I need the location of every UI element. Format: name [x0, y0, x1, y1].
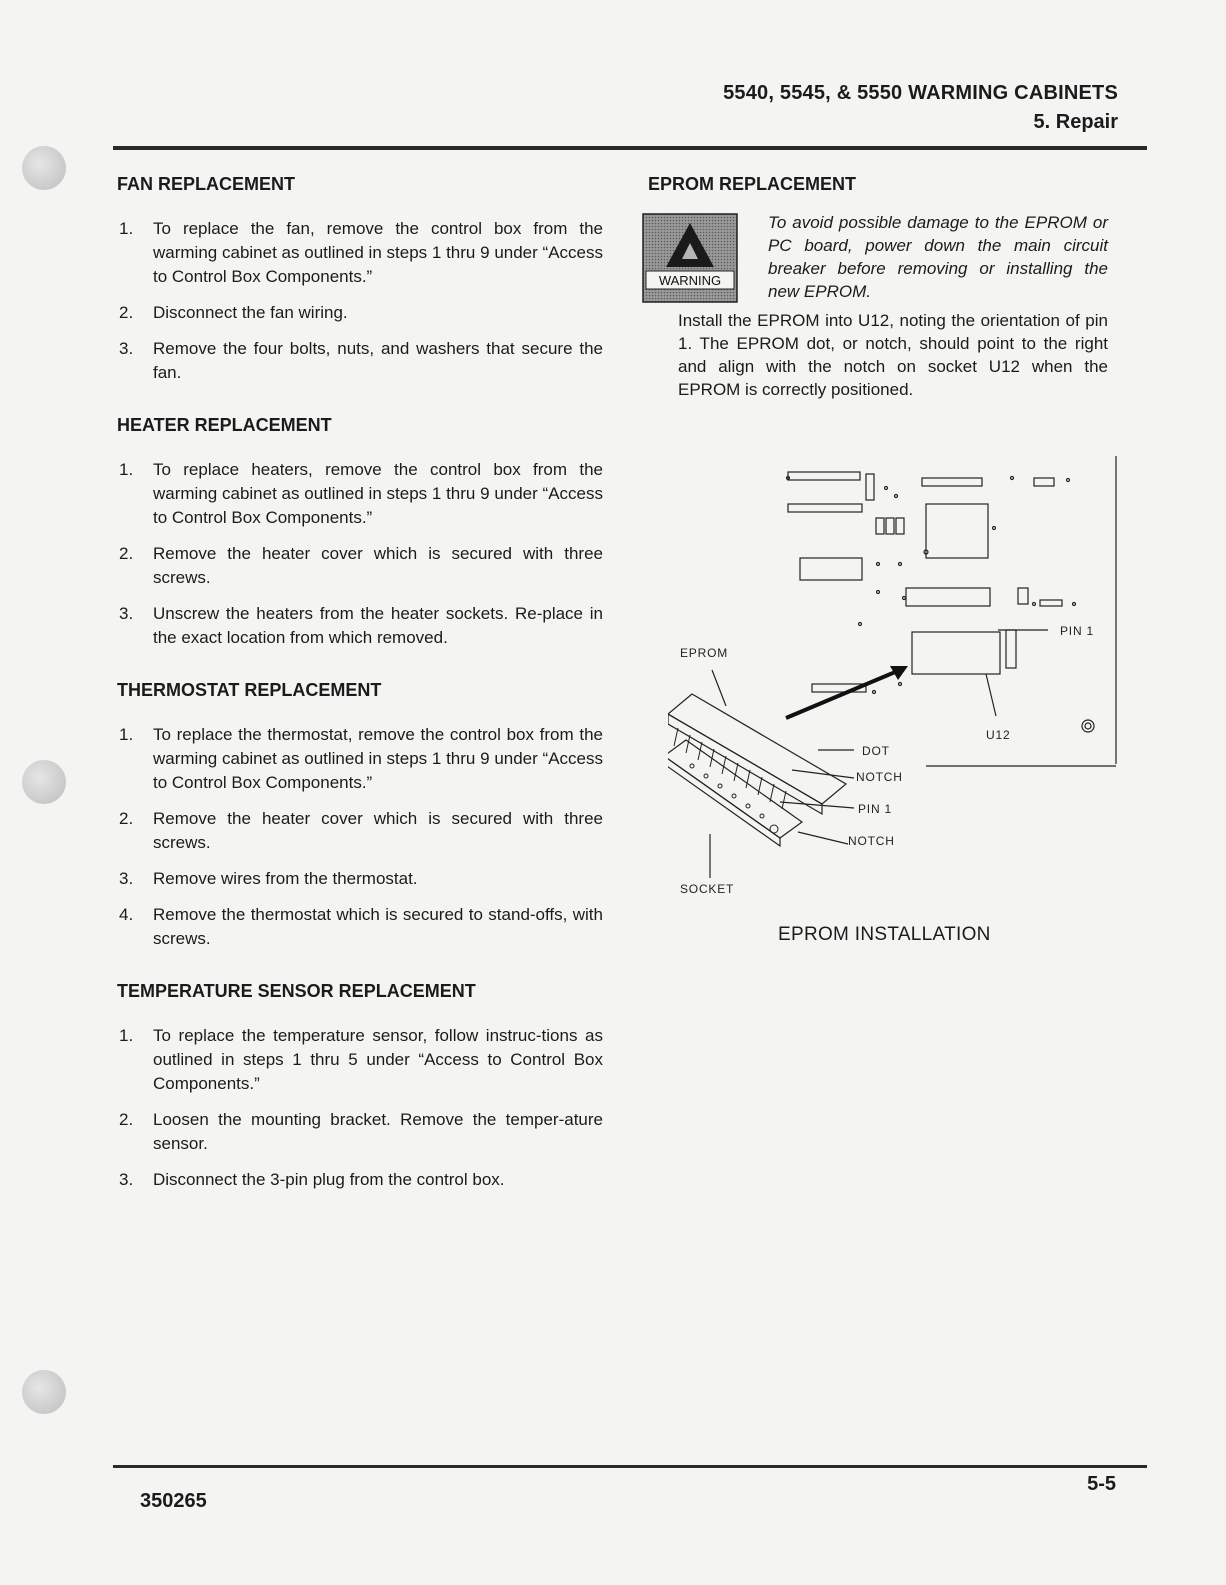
step-number: 1.	[119, 219, 134, 238]
step-text: Remove wires from the thermostat.	[153, 869, 418, 888]
step-text: Loosen the mounting bracket. Remove the temper-ature sensor.	[153, 1110, 603, 1153]
notch-bottom-label: NOTCH	[848, 834, 895, 848]
list-item	[117, 1024, 603, 1096]
step-number: 2.	[119, 809, 134, 828]
heater-replacement-section	[117, 415, 603, 650]
thermostat-replacement-section	[117, 680, 603, 951]
pin1-board-label: PIN 1	[1060, 624, 1095, 638]
step-number: 3.	[119, 604, 134, 623]
step-text: To replace the fan, remove the control box from the warming cabinet as outlined in steps 1 thru 9 under “Access to Control Box Components.”	[153, 219, 603, 286]
install-instructions: Install the EPROM into U12, noting the orientation of pin 1. The EPROM dot, or notch, should point to the right and align with the notch on socket U12 when the EPROM is correctly positioned.	[678, 311, 1108, 399]
eprom-section-title: EPROM REPLACEMENT	[648, 174, 857, 194]
page-header	[723, 82, 1118, 134]
temperature-sensor-replacement-section	[117, 981, 603, 1192]
dot-label: DOT	[862, 744, 890, 758]
step-text: To replace the thermostat, remove the control box from the warming cabinet as outlined in steps 1 thru 9 under “Access to Control Box Components.”	[153, 725, 603, 792]
list-item	[117, 602, 603, 650]
warning-label: WARNING	[658, 273, 722, 288]
step-text: Unscrew the heaters from the heater sockets. Re-place in the exact location from which removed.	[153, 604, 603, 647]
step-list	[117, 1024, 603, 1192]
list-item	[117, 217, 603, 289]
step-text: Remove the four bolts, nuts, and washers that secure the fan.	[153, 339, 603, 382]
step-list	[117, 723, 603, 951]
fan-replacement-section	[117, 174, 603, 385]
list-item	[117, 903, 603, 951]
list-item	[117, 1168, 603, 1192]
pin1-chip-label: PIN 1	[858, 802, 893, 816]
list-item	[117, 458, 603, 530]
eprom-label: EPROM	[680, 646, 729, 660]
u12-label: U12	[986, 728, 1011, 742]
footer-rule	[113, 1465, 1147, 1468]
step-number: 2.	[119, 303, 134, 322]
list-item	[117, 807, 603, 855]
step-text: To replace the temperature sensor, follow instruc-tions as outlined in steps 1 thru 5 under “Access to Control Box Components.”	[153, 1026, 603, 1093]
binder-hole-bottom	[22, 1370, 66, 1414]
list-item	[117, 867, 603, 891]
step-text: Disconnect the fan wiring.	[153, 303, 348, 322]
binder-hole-middle	[22, 760, 66, 804]
step-number: 3.	[119, 869, 134, 888]
step-number: 3.	[119, 1170, 134, 1189]
section-title: HEATER REPLACEMENT	[117, 415, 332, 435]
socket-label: SOCKET	[680, 882, 735, 896]
section-title: THERMOSTAT REPLACEMENT	[117, 680, 382, 700]
step-list	[117, 217, 603, 385]
header-rule	[113, 146, 1147, 150]
step-number: 1.	[119, 725, 134, 744]
eprom-installation-diagram	[668, 448, 1128, 908]
section-title: FAN REPLACEMENT	[117, 174, 296, 194]
step-number: 1.	[119, 460, 134, 479]
document-number: 350265	[140, 1490, 207, 1512]
right-column	[648, 174, 1108, 401]
eprom-installation-figure	[668, 448, 1128, 948]
step-number: 3.	[119, 339, 134, 358]
step-text: Remove the thermostat which is secured to stand-offs, with screws.	[153, 905, 603, 948]
page-number: 5-5	[1087, 1473, 1116, 1495]
warning-text: To avoid possible damage to the EPROM or PC board, power down the main circuit breaker before removing or installing the new EPROM.	[768, 213, 1108, 301]
left-column	[117, 174, 603, 1222]
section-title: TEMPERATURE SENSOR REPLACEMENT	[117, 981, 476, 1001]
step-number: 4.	[119, 905, 134, 924]
warning-icon	[642, 213, 738, 303]
step-text: Remove the heater cover which is secured with three screws.	[153, 809, 603, 852]
step-text: To replace heaters, remove the control box from the warming cabinet as outlined in steps 1 thru 9 under “Access to Control Box Components.”	[153, 460, 603, 527]
step-list	[117, 458, 603, 650]
warning-block	[642, 211, 1108, 303]
header-section: 5. Repair	[1033, 111, 1118, 133]
figure-caption: EPROM INSTALLATION	[778, 924, 991, 945]
binder-hole-top	[22, 146, 66, 190]
list-item	[117, 723, 603, 795]
step-text: Disconnect the 3-pin plug from the control box.	[153, 1170, 505, 1189]
step-number: 2.	[119, 544, 134, 563]
header-title: 5540, 5545, & 5550 WARMING CABINETS	[723, 82, 1118, 104]
list-item	[117, 1108, 603, 1156]
list-item	[117, 301, 603, 325]
step-number: 1.	[119, 1026, 134, 1045]
step-text: Remove the heater cover which is secured with three screws.	[153, 544, 603, 587]
list-item	[117, 542, 603, 590]
notch-top-label: NOTCH	[856, 770, 903, 784]
step-number: 2.	[119, 1110, 134, 1129]
list-item	[117, 337, 603, 385]
